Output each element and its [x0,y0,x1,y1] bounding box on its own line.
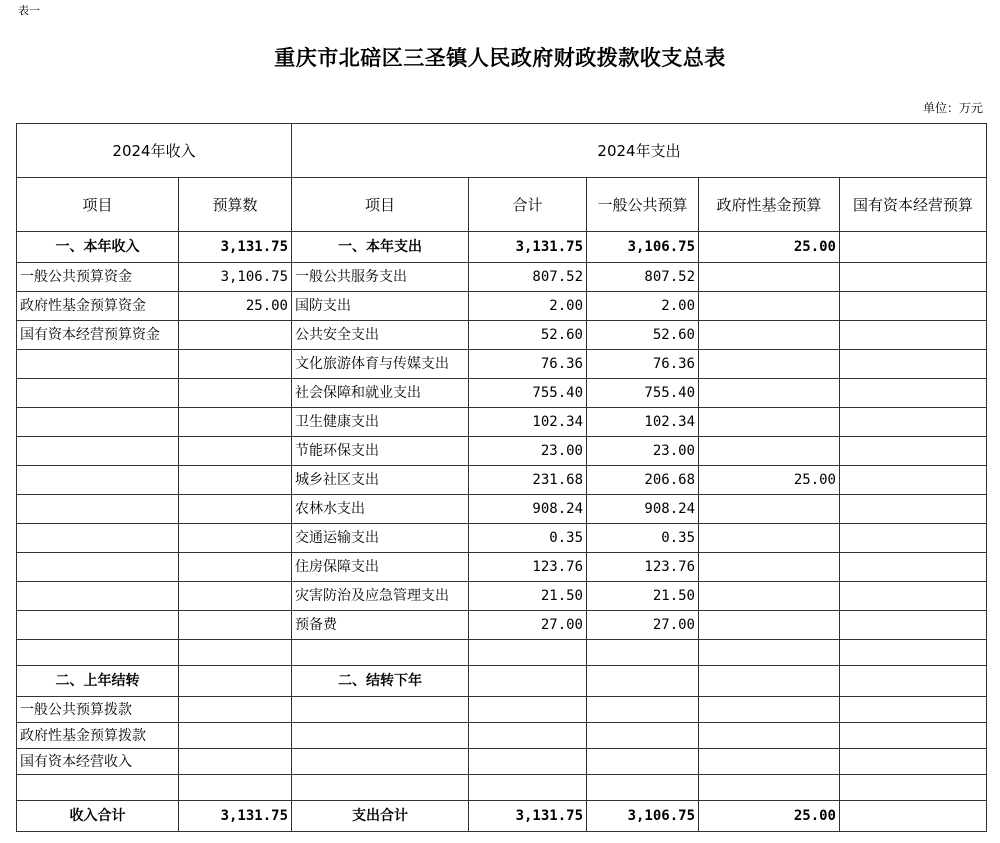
income-value-cell [179,379,292,408]
state-capital-cell [840,524,987,553]
table-row [17,582,987,611]
table-row [17,553,987,582]
expense-total-cell: 3,131.75 [469,801,587,832]
table-row [17,408,987,437]
state-capital-cell [840,582,987,611]
income-label-cell [17,379,179,408]
expense-label-cell: 一般公共服务支出 [292,263,469,292]
state-capital-cell [840,263,987,292]
general-budget-cell: 0.35 [587,524,699,553]
income-label-cell: 政府性基金预算资金 [17,292,179,321]
state-capital-cell [840,801,987,832]
table-row [17,379,987,408]
expense-label-cell: 交通运输支出 [292,524,469,553]
general-budget-cell: 52.60 [587,321,699,350]
expense-label-cell [292,640,469,666]
state-capital-cell [840,640,987,666]
gov-fund-cell [699,379,840,408]
income-value-cell [179,697,292,723]
income-label-cell [17,437,179,466]
general-budget-cell: 908.24 [587,495,699,524]
table-row [17,292,987,321]
unit-label: 单位：万元 [922,101,983,115]
income-label-cell: 国有资本经营预算资金 [17,321,179,350]
state-capital-cell [840,379,987,408]
state-capital-cell [840,350,987,379]
expense-total-cell [469,697,587,723]
gov-fund-cell [699,582,840,611]
general-budget-cell [587,640,699,666]
gov-fund-budget-header: 政府性基金预算 [699,178,840,232]
income-label-cell: 一、本年收入 [17,232,179,263]
expense-total-header: 合计 [469,178,587,232]
expense-label-cell: 社会保障和就业支出 [292,379,469,408]
expense-total-cell [469,666,587,697]
income-value-cell [179,466,292,495]
state-capital-cell [840,749,987,775]
income-value-cell: 3,131.75 [179,801,292,832]
expense-label-cell: 预备费 [292,611,469,640]
gov-fund-cell [699,553,840,582]
expense-label-cell: 卫生健康支出 [292,408,469,437]
general-budget-cell: 2.00 [587,292,699,321]
state-capital-budget-header: 国有资本经营预算 [840,178,987,232]
table-row [17,666,987,697]
gov-fund-cell [699,524,840,553]
expense-total-cell: 76.36 [469,350,587,379]
expense-total-cell: 231.68 [469,466,587,495]
general-budget-cell [587,775,699,801]
expense-label-cell: 二、结转下年 [292,666,469,697]
gov-fund-cell [699,749,840,775]
income-label-cell [17,775,179,801]
state-capital-cell [840,292,987,321]
income-label-cell: 政府性基金预算拨款 [17,723,179,749]
general-budget-cell: 21.50 [587,582,699,611]
expense-label-cell: 国防支出 [292,292,469,321]
expense-label-cell [292,749,469,775]
income-value-cell: 25.00 [179,292,292,321]
income-group-header: 2024年收入 [17,124,292,178]
expense-label-cell: 灾害防治及应急管理支出 [292,582,469,611]
expense-total-cell: 2.00 [469,292,587,321]
page-title: 重庆市北碚区三圣镇人民政府财政拨款收支总表 [274,45,726,70]
income-label-cell [17,553,179,582]
income-label-cell [17,408,179,437]
expense-total-cell: 3,131.75 [469,232,587,263]
income-item-header: 项目 [17,178,179,232]
table-row [17,466,987,495]
income-label-cell: 收入合计 [17,801,179,832]
income-value-cell [179,582,292,611]
expense-label-cell: 农林水支出 [292,495,469,524]
gov-fund-cell: 25.00 [699,466,840,495]
general-budget-cell [587,749,699,775]
income-label-cell: 一般公共预算拨款 [17,697,179,723]
state-capital-cell [840,232,987,263]
income-value-cell [179,749,292,775]
gov-fund-cell: 25.00 [699,232,840,263]
table-row [17,321,987,350]
expense-label-cell: 一、本年支出 [292,232,469,263]
expense-total-cell: 52.60 [469,321,587,350]
budget-summary-table [16,123,987,832]
gov-fund-cell [699,263,840,292]
expense-total-cell: 23.00 [469,437,587,466]
general-budget-cell: 755.40 [587,379,699,408]
expense-total-cell: 0.35 [469,524,587,553]
income-label-cell: 二、上年结转 [17,666,179,697]
state-capital-cell [840,495,987,524]
gov-fund-cell [699,495,840,524]
income-value-cell [179,350,292,379]
expense-label-cell: 住房保障支出 [292,553,469,582]
table-row [17,350,987,379]
gov-fund-cell [699,408,840,437]
general-budget-header: 一般公共预算 [587,178,699,232]
expense-total-cell: 27.00 [469,611,587,640]
table-row [17,775,987,801]
state-capital-cell [840,775,987,801]
expense-label-cell [292,775,469,801]
state-capital-cell [840,437,987,466]
general-budget-cell [587,666,699,697]
expense-total-cell [469,723,587,749]
income-label-cell [17,495,179,524]
gov-fund-cell [699,292,840,321]
income-value-cell: 3,131.75 [179,232,292,263]
general-budget-cell: 23.00 [587,437,699,466]
income-label-cell [17,524,179,553]
income-label-cell [17,640,179,666]
expense-label-cell [292,723,469,749]
income-value-cell [179,408,292,437]
general-budget-cell [587,697,699,723]
expense-label-cell: 文化旅游体育与传媒支出 [292,350,469,379]
table-row [17,437,987,466]
table-tag: 表一 [18,4,40,17]
expense-total-cell [469,775,587,801]
income-value-cell [179,640,292,666]
gov-fund-cell: 25.00 [699,801,840,832]
expense-label-cell: 公共安全支出 [292,321,469,350]
income-value-cell [179,666,292,697]
expense-total-cell: 807.52 [469,263,587,292]
income-label-cell [17,582,179,611]
state-capital-cell [840,697,987,723]
income-label-cell [17,350,179,379]
gov-fund-cell [699,350,840,379]
expense-label-cell: 城乡社区支出 [292,466,469,495]
expense-total-cell [469,640,587,666]
income-label-cell [17,466,179,495]
table-row [17,495,987,524]
income-value-cell [179,611,292,640]
table-row [17,749,987,775]
expense-label-cell: 支出合计 [292,801,469,832]
general-budget-cell: 3,106.75 [587,232,699,263]
income-label-cell: 一般公共预算资金 [17,263,179,292]
gov-fund-cell [699,775,840,801]
gov-fund-cell [699,611,840,640]
state-capital-cell [840,666,987,697]
general-budget-cell: 102.34 [587,408,699,437]
income-value-cell [179,775,292,801]
table-row [17,524,987,553]
table-row [17,263,987,292]
gov-fund-cell [699,321,840,350]
expense-total-cell: 908.24 [469,495,587,524]
general-budget-cell: 206.68 [587,466,699,495]
general-budget-cell: 3,106.75 [587,801,699,832]
income-value-cell [179,524,292,553]
income-budget-header: 预算数 [179,178,292,232]
expense-total-cell: 755.40 [469,379,587,408]
expense-label-cell: 节能环保支出 [292,437,469,466]
expense-group-header: 2024年支出 [292,124,987,178]
state-capital-cell [840,321,987,350]
expense-total-cell: 123.76 [469,553,587,582]
income-value-cell [179,321,292,350]
expense-total-cell: 21.50 [469,582,587,611]
gov-fund-cell [699,723,840,749]
expense-total-cell: 102.34 [469,408,587,437]
general-budget-cell: 27.00 [587,611,699,640]
general-budget-cell: 76.36 [587,350,699,379]
header-row-columns [17,178,987,232]
expense-label-cell [292,697,469,723]
general-budget-cell: 123.76 [587,553,699,582]
state-capital-cell [840,466,987,495]
gov-fund-cell [699,437,840,466]
gov-fund-cell [699,697,840,723]
income-value-cell [179,553,292,582]
table-row [17,611,987,640]
expense-total-cell [469,749,587,775]
income-value-cell [179,437,292,466]
state-capital-cell [840,611,987,640]
income-value-cell: 3,106.75 [179,263,292,292]
state-capital-cell [840,553,987,582]
table-row [17,723,987,749]
income-label-cell: 国有资本经营收入 [17,749,179,775]
state-capital-cell [840,723,987,749]
income-label-cell [17,611,179,640]
table-row [17,801,987,832]
table-row [17,232,987,263]
general-budget-cell: 807.52 [587,263,699,292]
header-row-groups [17,124,987,178]
table-row [17,640,987,666]
state-capital-cell [840,408,987,437]
income-value-cell [179,723,292,749]
expense-item-header: 项目 [292,178,469,232]
general-budget-cell [587,723,699,749]
gov-fund-cell [699,640,840,666]
gov-fund-cell [699,666,840,697]
table-row [17,697,987,723]
income-value-cell [179,495,292,524]
